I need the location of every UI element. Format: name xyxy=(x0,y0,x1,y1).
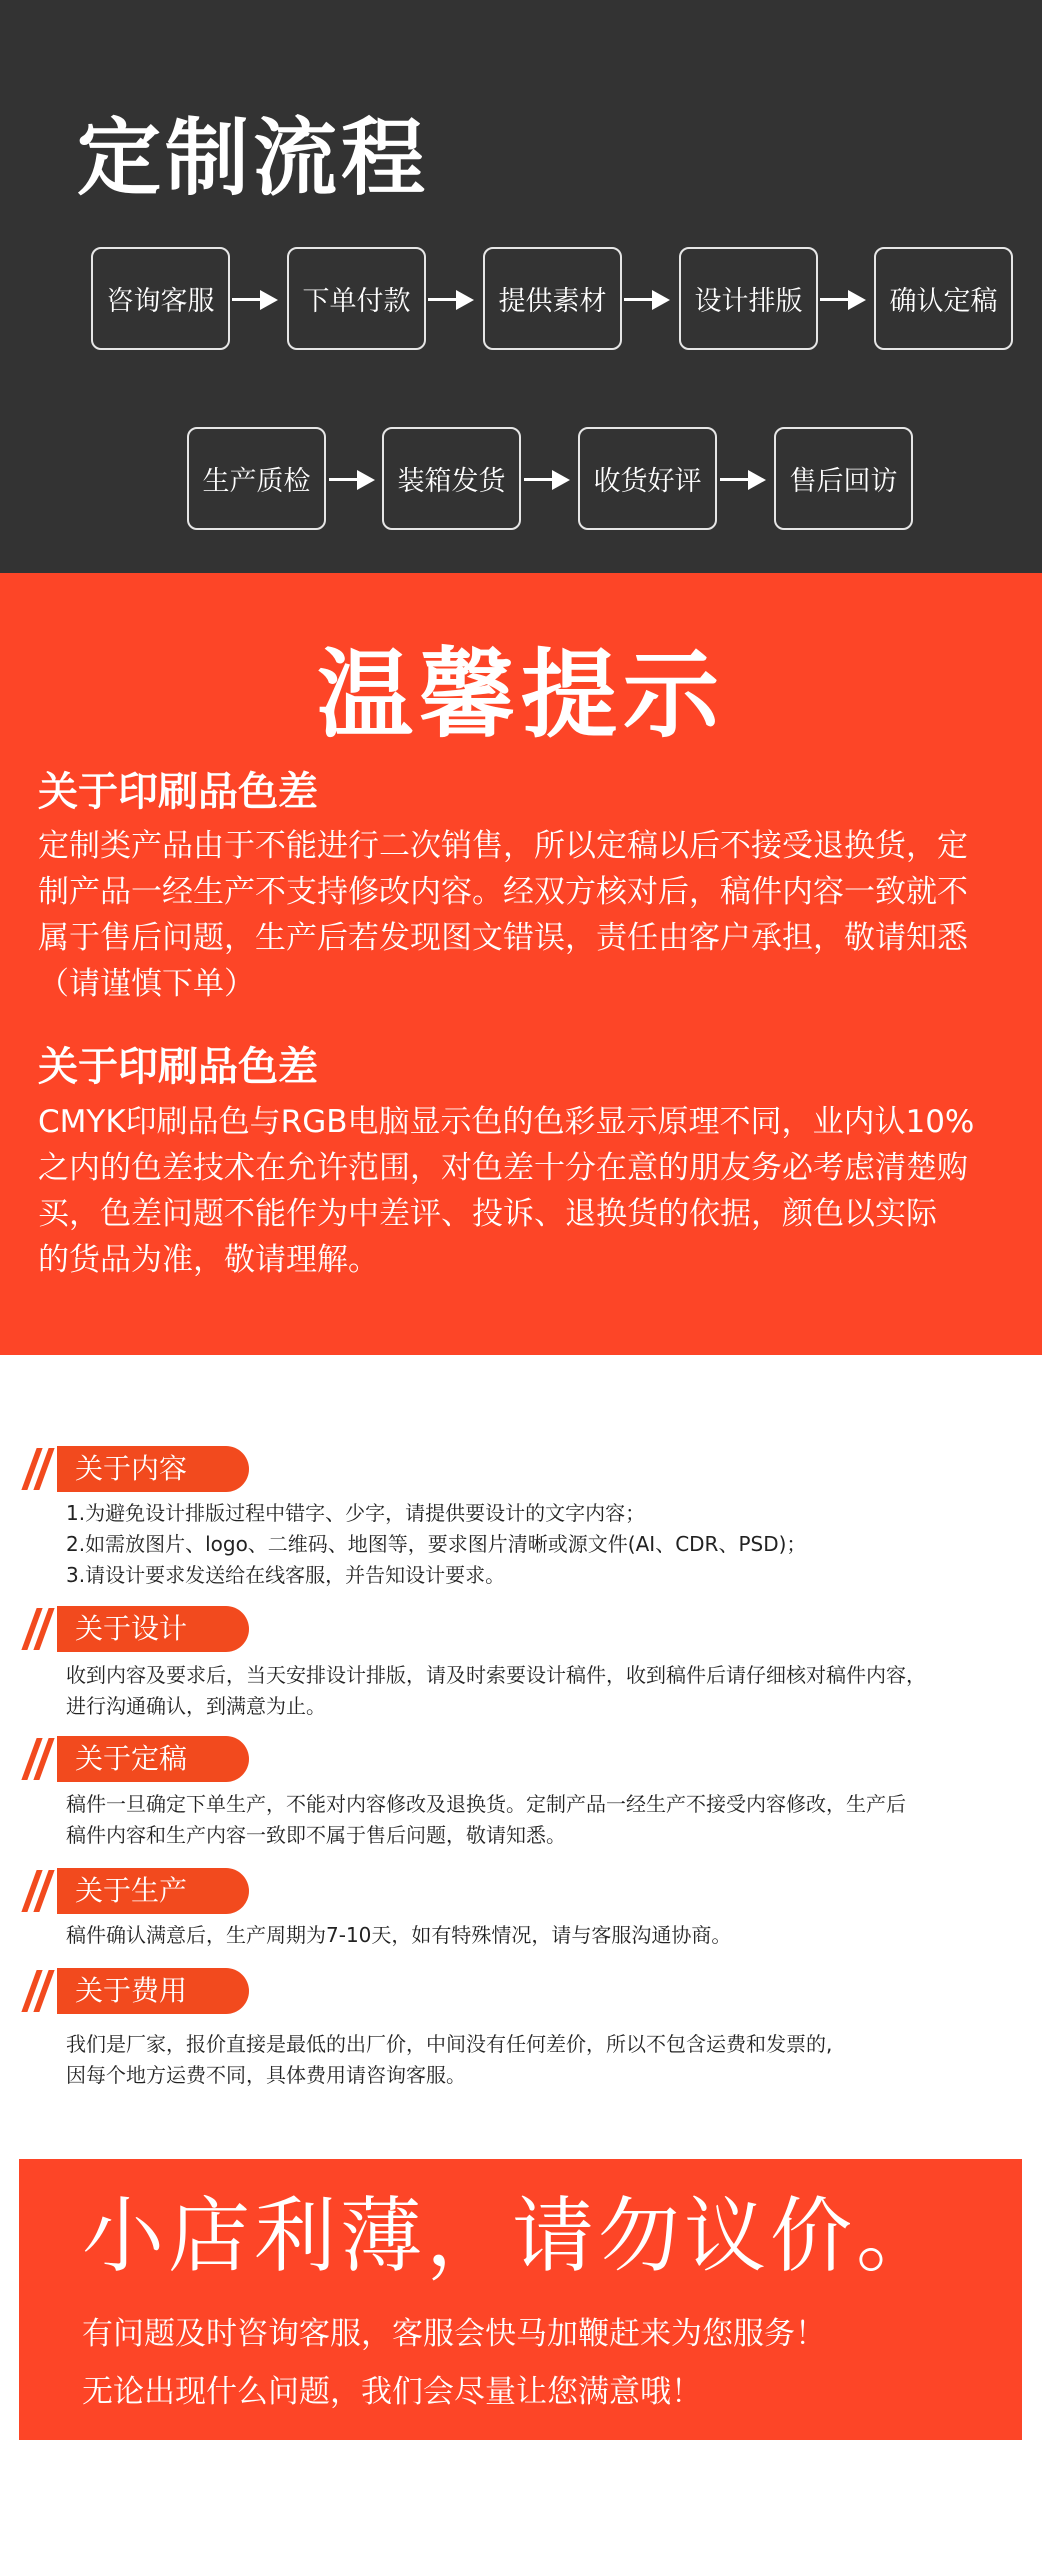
slash-decoration-icon xyxy=(23,1448,59,1490)
tip-line: 买，色差问题不能作为中差评、投诉、退换货的依据，颜色以实际 xyxy=(38,1196,937,1232)
footer-line: 有问题及时咨询客服，客服会快马加鞭赶来为您服务！ xyxy=(82,2316,826,2352)
tip-line: CMYK印刷品色与RGB电脑显示色的色彩显示原理不同，业内认10% xyxy=(38,1104,975,1140)
about-text xyxy=(66,1660,1026,1722)
step-receive-review: 收货好评 xyxy=(578,427,717,530)
step-provide-material: 提供素材 xyxy=(483,247,622,350)
slash-decoration-icon xyxy=(23,1738,59,1780)
about-line: 稿件一旦确定下单生产，不能对内容修改及退换货。定制产品一经生产不接受内容修改，生产后 xyxy=(66,1792,906,1816)
tip-heading: 关于印刷品色差 xyxy=(38,769,318,815)
about-line: 2.如需放图片、logo、二维码、地图等，要求图片清晰或源文件(AI、CDR、PSD)； xyxy=(66,1532,807,1556)
about-line: 3.请设计要求发送给在线客服，并告知设计要求。 xyxy=(66,1563,506,1587)
arrow-right-icon xyxy=(624,288,670,312)
tip-line: 的货品为准，敬请理解。 xyxy=(38,1242,379,1278)
arrow-right-icon xyxy=(524,468,570,492)
about-label: 关于定稿 xyxy=(57,1736,249,1782)
process-title: 定制流程 xyxy=(77,109,430,207)
arrow-right-icon xyxy=(329,468,375,492)
step-design-layout: 设计排版 xyxy=(679,247,818,350)
tip-body xyxy=(38,1099,1023,1283)
step-confirm-draft: 确认定稿 xyxy=(874,247,1013,350)
step-consult: 咨询客服 xyxy=(91,247,230,350)
about-line: 稿件确认满意后，生产周期为7-10天，如有特殊情况，请与客服沟通协商。 xyxy=(66,1923,732,1947)
about-line: 进行沟通确认，到满意为止。 xyxy=(66,1694,326,1718)
about-label: 关于内容 xyxy=(57,1446,249,1492)
tip-line: （请谨慎下单） xyxy=(38,966,255,1002)
step-pack-ship: 装箱发货 xyxy=(382,427,521,530)
arrow-right-icon xyxy=(232,288,278,312)
arrow-right-icon xyxy=(720,468,766,492)
slash-decoration-icon xyxy=(23,1970,59,2012)
step-after-sales: 售后回访 xyxy=(774,427,913,530)
about-line: 收到内容及要求后，当天安排设计排版，请及时索要设计稿件，收到稿件后请仔细核对稿件内容， xyxy=(66,1663,926,1687)
about-line: 1.为避免设计排版过程中错字、少字，请提供要设计的文字内容； xyxy=(66,1501,646,1525)
footer-banner xyxy=(19,2159,1022,2440)
step-order-pay: 下单付款 xyxy=(287,247,426,350)
about-text xyxy=(66,2029,1026,2091)
tip-body xyxy=(38,823,1023,1007)
about-line: 稿件内容和生产内容一致即不属于售后问题，敬请知悉。 xyxy=(66,1823,566,1847)
tip-line: 制产品一经生产不支持修改内容。经双方核对后，稿件内容一致就不 xyxy=(38,874,968,910)
footer-title: 小店利薄，请勿议价。 xyxy=(82,2189,943,2284)
about-label: 关于生产 xyxy=(57,1868,249,1914)
tip-line: 定制类产品由于不能进行二次销售，所以定稿以后不接受退换货，定 xyxy=(38,828,968,864)
tip-heading: 关于印刷品色差 xyxy=(38,1044,318,1090)
tips-title: 温馨提示 xyxy=(317,639,725,751)
slash-decoration-icon xyxy=(23,1608,59,1650)
slash-decoration-icon xyxy=(23,1870,59,1912)
arrow-right-icon xyxy=(820,288,866,312)
step-production-qc: 生产质检 xyxy=(187,427,326,530)
tip-line: 之内的色差技术在允许范围，对色差十分在意的朋友务必考虑清楚购 xyxy=(38,1150,968,1186)
about-line: 我们是厂家，报价直接是最低的出厂价，中间没有任何差价，所以不包含运费和发票的, xyxy=(66,2032,833,2056)
about-text xyxy=(66,1498,1026,1591)
process-section xyxy=(0,0,1042,573)
about-text xyxy=(66,1789,1026,1851)
about-text xyxy=(66,1920,1026,1951)
tips-section xyxy=(0,573,1042,1355)
arrow-right-icon xyxy=(428,288,474,312)
about-label: 关于设计 xyxy=(57,1606,249,1652)
tip-line: 属于售后问题，生产后若发现图文错误，责任由客户承担，敬请知悉 xyxy=(38,920,968,956)
footer-line: 无论出现什么问题，我们会尽量让您满意哦！ xyxy=(82,2374,702,2410)
about-label: 关于费用 xyxy=(57,1968,249,2014)
about-line: 因每个地方运费不同，具体费用请咨询客服。 xyxy=(66,2063,466,2087)
